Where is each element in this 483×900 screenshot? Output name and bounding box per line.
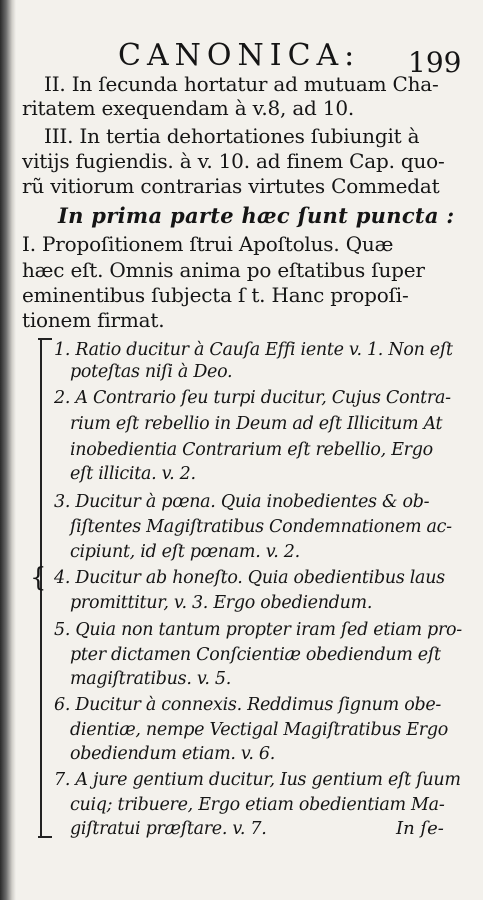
argument-line: inobedientia Contrarium eſt rebellio, Ergo (70, 440, 433, 460)
argument-line: cipiunt, id eſt pœnam. v. 2. (70, 542, 300, 562)
paragraph-line: II. In ſecunda hortatur ad mutuam Cha- (44, 72, 439, 96)
argument-line: promittitur, v. 3. Ergo obediendum. (70, 593, 373, 613)
argument-line: cuiq; tribuere, Ergo etiam obedientiam Ma- (70, 795, 445, 815)
book-gutter-shadow (0, 0, 16, 900)
intro-line: I. Propoſitionem ſtrui Apoſtolus. Quæ (22, 232, 394, 256)
argument-line: poteſtas niſi à Deo. (70, 362, 233, 382)
argument-line: 1. Ratio ducitur à Cauſa Effi iente v. 1. Non eſt (54, 340, 453, 360)
argument-line: 2. A Contrario ſeu turpi ducitur, Cujus Contra- (54, 388, 451, 408)
argument-line: obediendum etiam. v. 6. (70, 744, 276, 764)
argument-line: ſiſtentes Magiſtratibus Condemnationem ac- (70, 517, 452, 537)
paragraph-line: III. In tertia dehortationes ſubiungit à (44, 124, 420, 148)
argument-line: 7. A jure gentium ducitur, Ius gentium eſt ſuum (54, 770, 461, 790)
argument-line: dientiæ, nempe Vectigal Magiſtratibus Ergo (70, 720, 448, 740)
intro-line: tionem firmat. (22, 308, 165, 332)
paragraph-line: rũ vitiorum contrarias virtutes Commedat (22, 174, 440, 198)
argument-line: 3. Ducitur à pœna. Quia inobedientes & ob- (54, 492, 430, 512)
argument-line: 5. Quia non tantum propter iram ſed etiam pro- (54, 620, 462, 640)
intro-line: eminentibus ſubjecta ſ t. Hanc propoſi- (22, 283, 409, 307)
page-number: 199 (408, 46, 462, 79)
argument-line: eſt illicita. v. 2. (70, 464, 196, 484)
argument-line: 6. Ducitur à connexis. Reddimus ſignum obe- (54, 695, 442, 715)
section-subheading: In prima parte hæc ſunt puncta : (58, 203, 455, 228)
paragraph-line: ritatem exequendam à v.8, ad 10. (22, 96, 355, 120)
argument-line: 4. Ducitur ab honeſto. Quia obedientibus laus (54, 568, 445, 588)
argument-line: giſtratui præſtare. v. 7. (70, 819, 267, 839)
running-head: CANONICA: (118, 38, 361, 73)
argument-line: rium eſt rebellio in Deum ad eſt Illicitum At (70, 414, 443, 434)
brace-bottom (38, 836, 52, 838)
brace-top (38, 338, 52, 340)
catchword: In ſe- (396, 818, 444, 839)
intro-line: hæc eſt. Omnis anima po eſtatibus ſuper (22, 258, 425, 282)
paragraph-line: vitijs fugiendis. à v. 10. ad finem Cap. quo- (22, 149, 445, 173)
argument-line: pter dictamen Conſcientiæ obediendum eſt (70, 645, 441, 665)
brace-point: { (30, 563, 47, 593)
argument-line: magiſtratibus. v. 5. (70, 669, 231, 689)
